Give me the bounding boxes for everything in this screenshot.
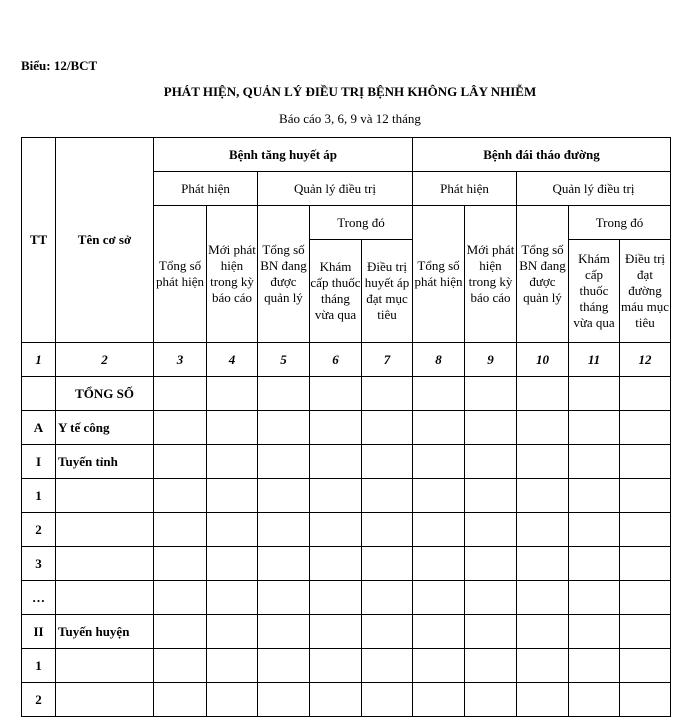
column-number: 9 — [465, 343, 517, 377]
data-cell — [517, 581, 569, 615]
data-cell — [258, 411, 310, 445]
column-number: 5 — [258, 343, 310, 377]
header-dm-detection: Phát hiện — [413, 172, 517, 206]
data-cell — [258, 649, 310, 683]
report-title: PHÁT HIỆN, QUẢN LÝ ĐIỀU TRỊ BỆNH KHÔNG LÂY NHIỄM — [163, 84, 537, 99]
data-cell — [258, 615, 310, 649]
header-ht-management: Quản lý điều trị — [258, 172, 413, 206]
data-cell — [465, 513, 517, 547]
data-cell — [517, 615, 569, 649]
column-number: 6 — [310, 343, 362, 377]
data-cell — [517, 377, 569, 411]
table-row — [22, 581, 671, 615]
column-number: 11 — [569, 343, 620, 377]
data-cell — [413, 479, 465, 513]
form-code: Biểu: 12/BCT — [21, 58, 98, 73]
data-cell — [310, 445, 362, 479]
data-cell — [154, 411, 207, 445]
data-cell — [517, 513, 569, 547]
data-cell — [569, 581, 620, 615]
header-facility: Tên cơ sở — [56, 138, 154, 343]
header-dm-of-which: Trong đó — [569, 206, 671, 240]
row-tt — [22, 377, 56, 411]
data-cell — [362, 581, 413, 615]
table-row — [22, 513, 671, 547]
column-number: 1 — [22, 343, 56, 377]
column-number: 8 — [413, 343, 465, 377]
data-cell — [620, 615, 671, 649]
row-tt: A — [22, 411, 56, 445]
row-facility-name: Y tế công — [56, 411, 154, 445]
data-cell — [413, 377, 465, 411]
data-cell — [465, 479, 517, 513]
header-dm-total-detected: Tổng số phát hiện — [413, 206, 465, 343]
data-cell — [310, 615, 362, 649]
data-cell — [413, 615, 465, 649]
data-cell — [620, 547, 671, 581]
table-row — [22, 411, 671, 445]
data-cell — [465, 615, 517, 649]
data-cell — [207, 547, 258, 581]
data-cell — [362, 513, 413, 547]
header-ht-total-managed: Tổng số BN đang được quản lý — [258, 206, 310, 343]
data-cell — [517, 479, 569, 513]
data-cell — [310, 649, 362, 683]
data-cell — [207, 445, 258, 479]
data-cell — [207, 581, 258, 615]
data-cell — [258, 581, 310, 615]
row-facility-name — [56, 547, 154, 581]
data-cell — [620, 479, 671, 513]
data-cell — [569, 377, 620, 411]
data-cell — [207, 649, 258, 683]
data-cell — [569, 615, 620, 649]
data-cell — [517, 649, 569, 683]
data-cell — [465, 377, 517, 411]
row-facility-name — [56, 649, 154, 683]
data-cell — [569, 547, 620, 581]
data-cell — [154, 581, 207, 615]
column-number: 3 — [154, 343, 207, 377]
row-tt: 3 — [22, 547, 56, 581]
data-cell — [310, 411, 362, 445]
data-cell — [569, 411, 620, 445]
data-cell — [569, 479, 620, 513]
data-cell — [362, 479, 413, 513]
row-tt: 1 — [22, 649, 56, 683]
report-subtitle: Báo cáo 3, 6, 9 và 12 tháng — [279, 111, 421, 126]
data-cell — [620, 581, 671, 615]
row-tt: 2 — [22, 513, 56, 547]
data-cell — [362, 547, 413, 581]
data-cell — [207, 513, 258, 547]
header-dm-total-managed: Tổng số BN đang được quản lý — [517, 206, 569, 343]
row-facility-name: Tuyến huyện — [56, 615, 154, 649]
data-cell — [207, 479, 258, 513]
data-cell — [258, 547, 310, 581]
header-ht-total-detected: Tổng số phát hiện — [154, 206, 207, 343]
data-cell — [258, 445, 310, 479]
header-tt: TT — [22, 138, 56, 343]
header-ht-monthly-exam: Khám cấp thuốc tháng vừa qua — [310, 240, 362, 343]
data-cell — [465, 547, 517, 581]
data-cell — [154, 547, 207, 581]
data-cell — [362, 649, 413, 683]
row-facility-name — [56, 581, 154, 615]
data-cell — [465, 581, 517, 615]
data-cell — [362, 411, 413, 445]
data-cell — [207, 377, 258, 411]
data-cell — [620, 377, 671, 411]
data-cell — [569, 445, 620, 479]
header-dm-management: Quản lý điều trị — [517, 172, 671, 206]
table-row — [22, 615, 671, 649]
row-tt: 2 — [22, 683, 56, 717]
data-cell — [413, 547, 465, 581]
column-number: 2 — [56, 343, 154, 377]
header-ht-of-which: Trong đó — [310, 206, 413, 240]
header-dm-monthly-exam: Khám cấp thuốc tháng vừa qua — [569, 240, 620, 343]
data-cell — [310, 581, 362, 615]
data-cell — [465, 411, 517, 445]
data-cell — [620, 445, 671, 479]
header-hypertension: Bệnh tăng huyết áp — [154, 138, 413, 172]
data-cell — [413, 581, 465, 615]
data-cell — [310, 513, 362, 547]
data-cell — [258, 513, 310, 547]
data-cell — [465, 649, 517, 683]
data-cell — [258, 479, 310, 513]
data-cell — [620, 649, 671, 683]
data-cell — [362, 377, 413, 411]
column-number: 10 — [517, 343, 569, 377]
data-cell — [569, 513, 620, 547]
data-cell — [517, 547, 569, 581]
data-cell — [362, 445, 413, 479]
row-tt: … — [22, 581, 56, 615]
data-cell — [413, 411, 465, 445]
table-row — [22, 377, 671, 411]
data-cell — [569, 649, 620, 683]
row-tt: II — [22, 615, 56, 649]
data-cell — [620, 513, 671, 547]
data-cell — [362, 615, 413, 649]
data-cell — [207, 411, 258, 445]
data-cell — [258, 377, 310, 411]
data-cell — [154, 377, 207, 411]
row-tt: 1 — [22, 479, 56, 513]
row-facility-name — [56, 513, 154, 547]
row-facility-name: TỔNG SỐ — [56, 377, 154, 411]
data-cell — [413, 513, 465, 547]
row-tt: I — [22, 445, 56, 479]
header-dm-glucose-target: Điều trị đạt đường máu mục tiêu — [620, 240, 671, 343]
row-facility-name — [56, 479, 154, 513]
header-ht-bp-target: Điều trị huyết áp đạt mục tiêu — [362, 240, 413, 343]
data-cell — [310, 377, 362, 411]
header-ht-detection: Phát hiện — [154, 172, 258, 206]
table-row — [22, 479, 671, 513]
data-cell — [620, 411, 671, 445]
data-cell — [207, 615, 258, 649]
data-cell — [154, 649, 207, 683]
column-number-row — [22, 343, 671, 377]
data-cell — [154, 615, 207, 649]
data-cell — [154, 479, 207, 513]
data-cell — [154, 513, 207, 547]
table-row — [22, 445, 671, 479]
column-number: 12 — [620, 343, 671, 377]
data-cell — [413, 649, 465, 683]
column-number: 4 — [207, 343, 258, 377]
report-table — [21, 137, 671, 717]
column-number: 7 — [362, 343, 413, 377]
header-dm-new-detected: Mới phát hiện trong kỳ báo cáo — [465, 206, 517, 343]
data-cell — [517, 445, 569, 479]
header-ht-new-detected: Mới phát hiện trong kỳ báo cáo — [207, 206, 258, 343]
data-cell — [310, 479, 362, 513]
data-cell — [465, 445, 517, 479]
data-cell — [413, 445, 465, 479]
row-facility-name: Tuyến tỉnh — [56, 445, 154, 479]
data-cell — [517, 411, 569, 445]
data-cell — [310, 547, 362, 581]
header-diabetes: Bệnh đái tháo đường — [413, 138, 671, 172]
data-cell — [154, 445, 207, 479]
table-row — [22, 649, 671, 683]
table-row — [22, 547, 671, 581]
